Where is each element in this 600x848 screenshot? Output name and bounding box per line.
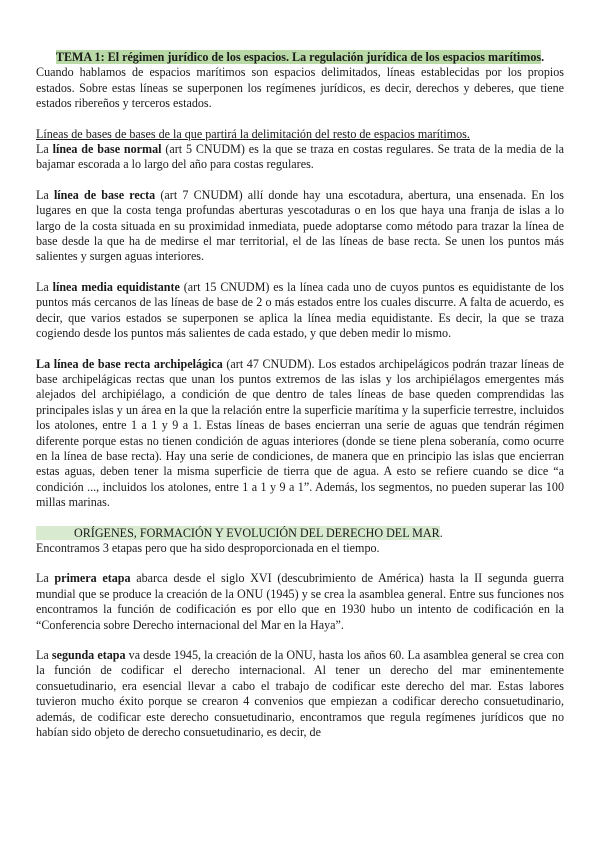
title-highlight: TEMA 1: El régimen jurídico de los espacios. La regulación jurídica de los espacios marítimos [55,50,542,64]
section-heading-origenes: ORÍGENES, FORMACIÓN Y EVOLUCIÓN DEL DERECHO DEL MAR. [36,526,564,541]
term-linea-media: línea media equidistante [52,279,180,294]
paragraph-linea-archipelagica: La línea de base recta archipelágica (art 47 CNUDM). Los estados archipelágicos podrán trazar líneas de base archipelágicas rectas que unan los puntos extremos de las islas y los archipiélagos emergentes más alejados del archipiélago, a condición de que dentro de tales líneas de base queden comprendidas las principales islas y un área en la que la relación entre la superficie marítima y la superficie terrestre, incluidos los atolones, entre 1 a 1 y 9 a 1. Estas líneas de bases encierran una serie de aguas que tendrán régimen diferente porque estas no tienen condición de aguas interiores (donde se tiene plena soberanía, como ocurre en la línea de base recta). Hay una serie de condiciones, de manera que en principio las islas que encierran estas aguas, deben tener la misma superficie de tierra que de agua. A esto se refiere cuando se dice “a condición ..., incluidos los atolones, entre 1 a 1 y 9 a 1”. Además, los segmentos, no pueden superar las 100 millas marinas. [36,356,564,510]
section-heading-highlight: ORÍGENES, FORMACIÓN Y EVOLUCIÓN DEL DERECHO DEL MAR [36,526,440,540]
paragraph-linea-media: La línea media equidistante (art 15 CNUDM) es la línea cada uno de cuyos puntos es equidistante de los puntos más cercanos de las líneas de base de 2 o más estados entre los cuales discurre. A falta de acuerdo, es decir, que varios estados se superponen se aplica la línea media equidistante. Es decir, la que se traza cogiendo desde los puntos más salientes de cada estado, y que deben medir lo mismo. [36,279,565,341]
paragraph-primera-etapa: La primera etapa abarca desde el siglo XVI (descubrimiento de América) hasta la II segunda guerra mundial que se produce la creación de la ONU (1945) y se crea la asamblea general. Entre sus funciones nos encontramos la función de codificación es por ello que en 1930 hubo un intento de codificación en la “Conferencia sobre Derecho internacional del Mar en la Haya”. [36,571,564,632]
lineas-heading: Líneas de bases de bases de la que partirá la delimitación del resto de espacios marítimos. [36,126,470,141]
term-linea-recta: línea de base recta [53,187,156,202]
term-primera-etapa: primera etapa [54,571,131,586]
paragraph-segunda-etapa: La segunda etapa va desde 1945, la creación de la ONU, hasta los años 60. La asamblea general se crea con la función de codificar el derecho internacional. Al tener un derecho del mar eminentemente consuetudinario, era esencial llevar a cabo el trabajo de codificar este derecho del mar. Estas labores tuvieron mucho éxito porque se crearon 4 convenios que empiezan a codificar derecho consuetudinario, además, de codificar este derecho consuetudinario, encontramos que regula regímenes jurídicos que no habían sido objeto de derecho consuetudinario, es decir, de [36,648,564,740]
term-linea-normal: línea de base normal [52,142,162,157]
intro-paragraph: Cuando hablamos de espacios marítimos son espacios delimitados, líneas establecidas por los propios estados. Sobre estas líneas se superponen los regímenes jurídicos, es decir, derechos y deberes, que tiene estados ribereños y terceros estados. [36,65,564,111]
paragraph-linea-recta: La línea de base recta (art 7 CNUDM) allí donde hay una escotadura, abertura, una ensenada. En los lugares en que la costa tenga profundas aberturas yescotaduras o en los que haya una franja de islas a lo largo de la costa situada en su proximidad inmediata, puede adoptarse como método para trazar la línea de base desde la que ha de medirse el mar territorial, el de las líneas de base recta. Se unen los puntos más salientes y surgen aguas interiores. [36,187,564,264]
document-page [36,50,564,740]
section-intro: Encontramos 3 etapas pero que ha sido desproporcionada en el tiempo. [36,540,380,555]
paragraph-linea-normal: La línea de base normal (art 5 CNUDM) es la que se traza en costas regulares. Se trata de la media de la bajamar escorada a lo largo del año para costas regulares. [36,142,564,172]
term-linea-archipelagica: La línea de base recta archipelágica [36,356,223,371]
page-title: TEMA 1: El régimen jurídico de los espacios. La regulación jurídica de los espacios marítimos. [55,50,545,64]
term-segunda-etapa: segunda etapa [51,648,126,662]
